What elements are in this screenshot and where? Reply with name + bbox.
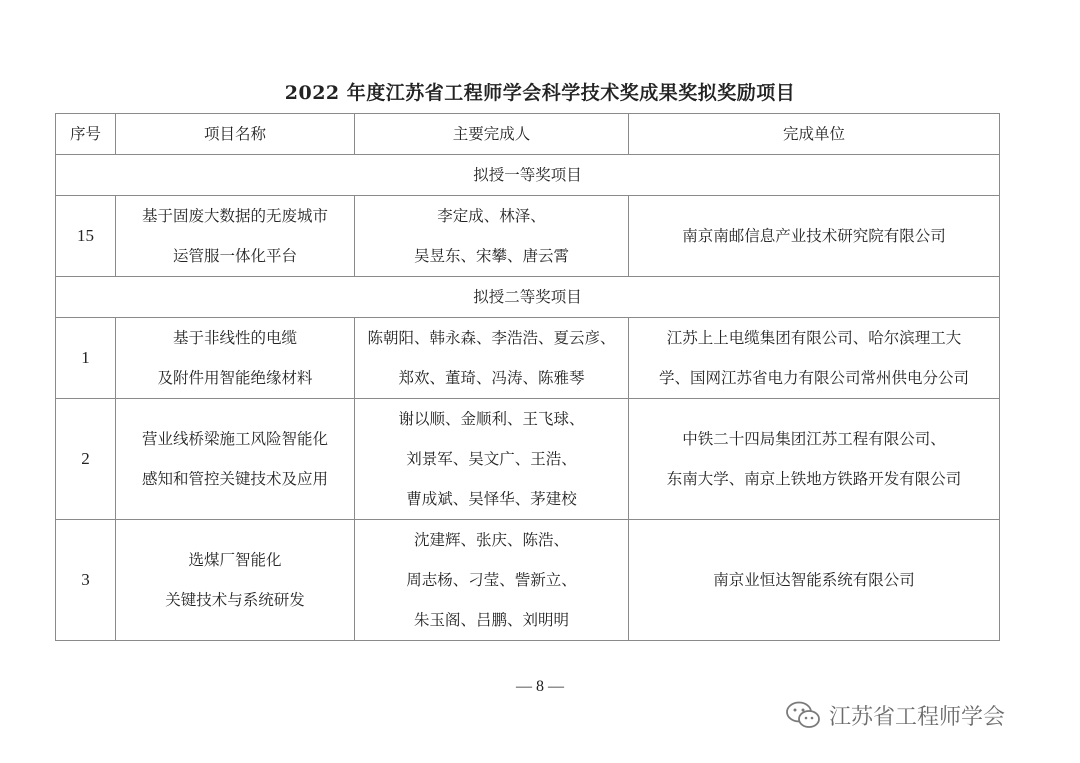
- unit-cell: [629, 196, 1000, 277]
- table-row: [56, 318, 1000, 399]
- project-name-cell: [116, 520, 355, 641]
- project-name-cell-line: 及附件用智能绝缘材料: [157, 369, 313, 387]
- project-name-cell: [116, 196, 355, 277]
- header-completion-unit: 完成单位: [629, 114, 1000, 155]
- project-name-cell-line: 营业线桥梁施工风险智能化: [141, 430, 328, 448]
- project-name-cell-line: 运管服一体化平台: [172, 247, 297, 265]
- contributors-cell: [355, 196, 629, 277]
- contributors-cell-line: 刘景军、吴文广、王浩、: [406, 450, 577, 468]
- section-row: [56, 155, 1000, 196]
- unit-cell-line: 南京业恒达智能系统有限公司: [713, 571, 915, 589]
- unit-cell: [629, 318, 1000, 399]
- seq-cell: 1: [56, 318, 116, 399]
- seq-cell: 2: [56, 399, 116, 520]
- award-table: [55, 113, 1000, 641]
- unit-cell-line: 江苏上上电缆集团有限公司、哈尔滨理工大: [666, 329, 962, 347]
- table-row: [56, 399, 1000, 520]
- project-name-cell-line: 关键技术与系统研发: [165, 591, 305, 609]
- contributors-cell: [355, 399, 629, 520]
- unit-cell: [629, 520, 1000, 641]
- project-name-cell: [116, 318, 355, 399]
- table-row: [56, 196, 1000, 277]
- project-name-cell-line: 基于固废大数据的无废城市: [141, 207, 328, 225]
- contributors-cell: [355, 318, 629, 399]
- unit-cell-line: 学、国网江苏省电力有限公司常州供电分公司: [658, 369, 969, 387]
- project-name-cell: [116, 399, 355, 520]
- section-row: [56, 277, 1000, 318]
- header-project-name: 项目名称: [116, 114, 355, 155]
- project-name-cell-line: 基于非线性的电缆: [172, 329, 297, 347]
- unit-cell: [629, 399, 1000, 520]
- contributors-cell-line: 沈建辉、张庆、陈浩、: [413, 531, 569, 549]
- table-header-row: [56, 114, 1000, 155]
- header-seq: 序号: [56, 114, 116, 155]
- contributors-cell-line: 陈朝阳、韩永森、李浩浩、夏云彦、: [367, 329, 616, 347]
- section-label: 拟授二等奖项目: [56, 277, 1000, 318]
- unit-cell-line: 东南大学、南京上铁地方铁路开发有限公司: [666, 470, 962, 488]
- document-title: 2022 年度江苏省工程师学会科学技术奖成果奖拟奖励项目: [284, 82, 796, 104]
- contributors-cell-line: 曹成斌、吴怿华、茅建校: [406, 490, 577, 508]
- unit-cell-line: 南京南邮信息产业技术研究院有限公司: [682, 227, 946, 245]
- contributors-cell-line: 谢以顺、金顺利、王飞球、: [398, 410, 585, 428]
- seq-cell: 15: [56, 196, 116, 277]
- page-number: — 8 —: [516, 678, 564, 695]
- project-name-cell-line: 感知和管控关键技术及应用: [141, 470, 328, 488]
- unit-cell-line: 中铁二十四局集团江苏工程有限公司、: [682, 430, 946, 448]
- contributors-cell-line: 郑欢、董琦、冯涛、陈雅琴: [398, 369, 585, 387]
- watermark: [785, 700, 1005, 730]
- project-name-cell-line: 选煤厂智能化: [188, 551, 282, 569]
- section-label: 拟授一等奖项目: [56, 155, 1000, 196]
- contributors-cell: [355, 520, 629, 641]
- contributors-cell-line: 吴昱东、宋攀、唐云霄: [413, 247, 569, 265]
- header-main-contributors: 主要完成人: [355, 114, 629, 155]
- table-row: [56, 520, 1000, 641]
- seq-cell: 3: [56, 520, 116, 641]
- wechat-icon: [785, 701, 821, 729]
- contributors-cell-line: 周志杨、刁莹、訾新立、: [406, 571, 577, 589]
- contributors-cell-line: 朱玉阁、吕鹏、刘明明: [413, 611, 569, 629]
- watermark-text: 江苏省工程师学会: [829, 704, 1006, 730]
- contributors-cell-line: 李定成、林泽、: [437, 207, 546, 225]
